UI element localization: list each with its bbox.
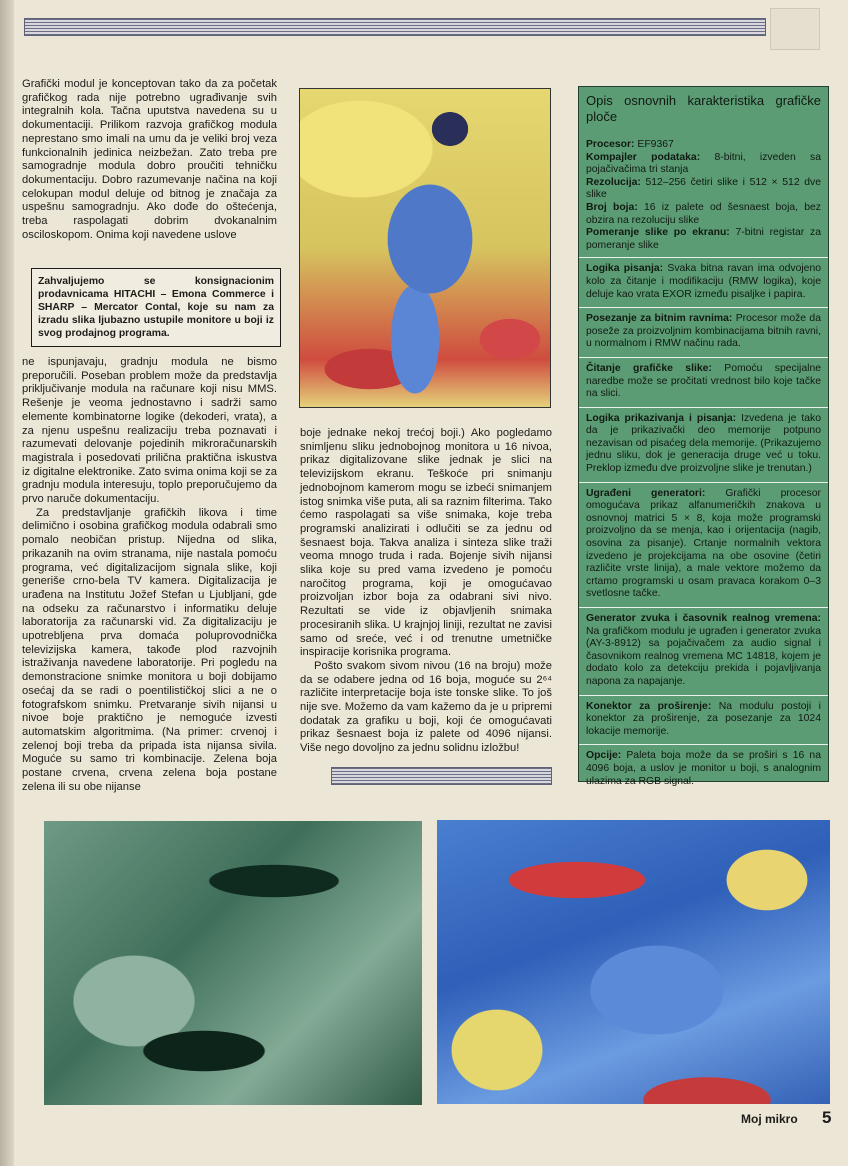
section-label: Posezanje za bitnim ravnima: [586,313,733,325]
spec-label: Kompajler podataka: [586,151,701,163]
sidebar-divider [579,357,828,358]
spec-text: 16 iz palete od šesnaest boja, bez obzira na rezoluciju slike [586,201,821,226]
spec-item [586,139,821,152]
top-decorative-stripe [24,18,766,36]
article-paragraph: boje jednake nekoj trećoj boji.) Ako pogledamo snimljenu sliku jednobojnog monitora u 16 nivoa, prikaz digitalizovane slike jednak je slici na televizijskom ekranu. Teškoće pri snimanju jednobojnom kamerom mogu se izbeći snimanjem istog snimka više puta, ali sa raznim filterima. Tako ćemo raspolagati sa više snimaka, koje treba programski analizirati i odlučiti se za jednu od šesnaest boja. Takva analiza i sinteza slike traži veoma mnogo truda i rada. Bojenje sivih nijansi slika koje su pred vama izvedeno je pomoću naročitog programa, koji je omogućavao proizvoljan izbor boja za odabrani sivi nivo. Rezultati se vide iz objavljenih snimaka procesiranih slika. U krajnjoj liniji, rezultat ne zavisi samo od sreće, već i od trenutne umetničke inspiracije korisnika programa. [300,427,552,659]
section-text: Na modulu postoji i konektor za proširenje, za posezanje za 1024 lokacije memorije. [586,700,821,737]
section-label: Ugrađeni generatori: [586,487,706,499]
sidebar-divider [579,257,828,258]
spec-label: Rezolucija: [586,176,641,188]
sidebar-title: Opis osnovnih karakteristika grafičke ploče [586,93,821,124]
diver-photo [299,88,551,408]
section-label: Opcije: [586,750,622,762]
acknowledgement-box: Zahvaljujemo se konsignacionim prodavnicama HITACHI – Emona Commerce i SHARP – Mercator Contal, koje su nam za izradu slika ljubazno ustupile monitore u boji iz svog prodajnog programa. [31,268,281,347]
sidebar-section [586,263,821,301]
section-text: Procesor može da poseže za proizvoljnim kombinacijama bitnih ravni, u normalnom i RMW načinu rada. [586,313,821,350]
sidebar-section [586,750,821,788]
sidebar-divider [579,307,828,308]
sidebar-section [586,613,821,689]
spec-label: Pomeranje slike po ekranu: [586,227,730,239]
spec-text: 7-bitni registar za pomeranje slike [586,227,821,251]
section-label: Konektor za proširenje: [586,700,712,712]
article-paragraph: Pošto svakom sivom nivou (16 na broju) može da se odabere jedna od 16 boja, moguće su 2⁶⁴ različite interpretacije boja iste tonske slike. To još nije sve. Možemo da vam kažemo da je u pripremi dodatak za grafiku u boji, koji će omogućavati prikaz šesnaest boja iz palete od 4096 nijansi. Više nego dovoljno za jednu solidnu izložbu! [300,659,552,755]
sidebar-divider [579,407,828,408]
magazine-name: Moj mikro [741,1112,798,1126]
section-label: Generator zvuka i časovnik realnog vremena: [586,613,821,624]
page-number: 5 [822,1108,832,1127]
sidebar-section [586,313,821,351]
fish-photo-monochrome [44,821,422,1105]
spec-label: Procesor: [586,139,635,150]
spec-item [586,202,821,227]
section-text: Grafički procesor omogućava prikaz alfanumeričkih znakova u osnovnoj matrici 5 × 8, koja može programski proizvoljno da se menja, kao i orijentacija (nagib, osovina za pisanje). Crtanje normalnih vektora izvedeno je projekcijama na obe osovine (četiri različite vrste linija), a male vektore možemo da crtamo programski u osam pravaca korakom 0–3 svetlosne tačke. [586,487,821,600]
spec-text: 512–256 četiri slike i 512 × 512 dve slike [586,176,821,201]
faint-logo-bleedthrough [770,8,820,50]
spec-text: EF9367 [634,139,674,150]
bottom-decorative-stripe [331,767,552,785]
sidebar-divider [579,482,828,483]
spec-text: 8-bitni, izveden sa pojačivačima tri stanja [586,151,821,176]
spec-item [586,227,821,252]
specs-sidebar [578,86,829,787]
sidebar-divider [579,744,828,745]
section-text: Izvedena je tako da je prikazivački deo memorije potpuno nezavisan od pisaćeg dela memorije. (Prikazujemo jednu sliku, dok je generacija druge već u toku. Preklop između dve proizvoljne slike je trenutan.) [586,412,821,475]
article-paragraph: Za predstavljanje grafičkih likova i time delimično i osobina grafičkog modula odabrali smo pomalo neobičan pristup. Nijedna od slika, prikazanih na ovim stranama, nije nastala pomoću programa, već digitalizacijom signala slike, koji generiše crno-bela TV kamera. Digitalizacija je urađena na Institutu Jožef Stefan u Ljubljani, gde na odseku za računarstvo i informatiku deluje laboratorija za računarski vid. Za digitalizaciju je upotrebljena prva domaća poluprovodnička televizijska kamera, takođe plod razvojnih istraživanja navedene laboratorije. Pri pogledu na demonstracione snimke monitora u boji dobijamo osećaj da se radi o poentilističkoj slici a ne o fotografskom snimku. Pretvaranje sivih nijansi u nivoe boje praktično je nemoguće izvesti automatskim algoritmima. (Na primer: crvenoj i zelenoj boji treba da pripada ista nijansa sivila. Moguće su samo tri kombinacije. Zelena boja postane crvena, crvena zelena boja postane zelena ili su obe nijanse [22,506,277,793]
spec-label: Broj boja: [586,201,638,213]
article-column-2 [300,427,552,756]
sidebar-section [586,701,821,739]
section-text: Paleta boja može da se proširi s 16 na 4096 boja, a uslov je monitor u boji, s analognim ulazima za RGB signal. [586,750,821,787]
article-column-1-bottom [22,356,277,795]
sidebar-divider [579,607,828,608]
section-label: Logika prikazivanja i pisanja: [586,412,737,424]
section-text: Pomoću specijalne naredbe može se pročitati vrednost bilo koje tačke na slici. [586,362,821,400]
section-label: Čitanje grafičke slike: [586,362,712,374]
spec-list [586,139,821,252]
section-text: Svaka bitna ravan ima odvojeno kolo za čitanje i modifikaciju (RMW logika), koje deluje kao vrata EXOR između pisaljke i papira. [586,263,821,300]
article-paragraph: Grafički modul je konceptovan tako da za početak grafičkog rada nije potrebno ugrađivanje svih integralnih kola. Tačna uputstva navedena su u dokumentaciji. Prilikom razvoja grafičkog modula neprestano smo imali na umu da je veliki broj veza funkcionalnih jedinica neizbežan. Zato treba pre samogradnje modula dobro proučiti tehničku dokumentaciju. Dobro razumevanje načina na koji celokupan modul deluje od bitnog je značaja za uspešnu samogradnju. Ako dođe do oštećenja, treba raspolagati dobrim dvokanalnim osciloskopom. Onima koji navedene uslove [22,78,277,241]
article-paragraph: ne ispunjavaju, gradnju modula ne bismo preporučili. Poseban problem može da predstavlja priključivanje modula na računare koji nisu MMS. Rešenje je veoma jednostavno i sadrži samo elemente kombinatorne logike (dekoderi, vrata), a za njenu uspešnu realizaciju treba poznavati i razumevati delovanje pojedinih mikroračunarskih magistrala i posedovati prilična praktična iskustva iz digitalne elektronike. Zato svima onima koji se za gradnju modula interesuju, toplo preporučujemo da prvo naruče dokumentaciju. [22,356,277,506]
sidebar-section [586,413,821,476]
sidebar-section [586,363,821,401]
article-column-1-top [22,78,277,242]
fish-photo-colorized [437,820,830,1104]
sidebar-section [586,488,821,601]
page-binding-edge [0,0,14,1166]
sidebar-divider [579,695,828,696]
section-text: Na grafičkom modulu je ugrađen i generator zvuka (AY-3-8912) sa pojačivačem za audio signal i časovnikom realnog vremena MC 14818, kojem je dodato kolo za detekciju prekida i pojavljivanja napona za napajanje. [586,625,821,687]
spec-item [586,177,821,202]
section-label: Logika pisanja: [586,263,664,275]
spec-item [586,152,821,177]
